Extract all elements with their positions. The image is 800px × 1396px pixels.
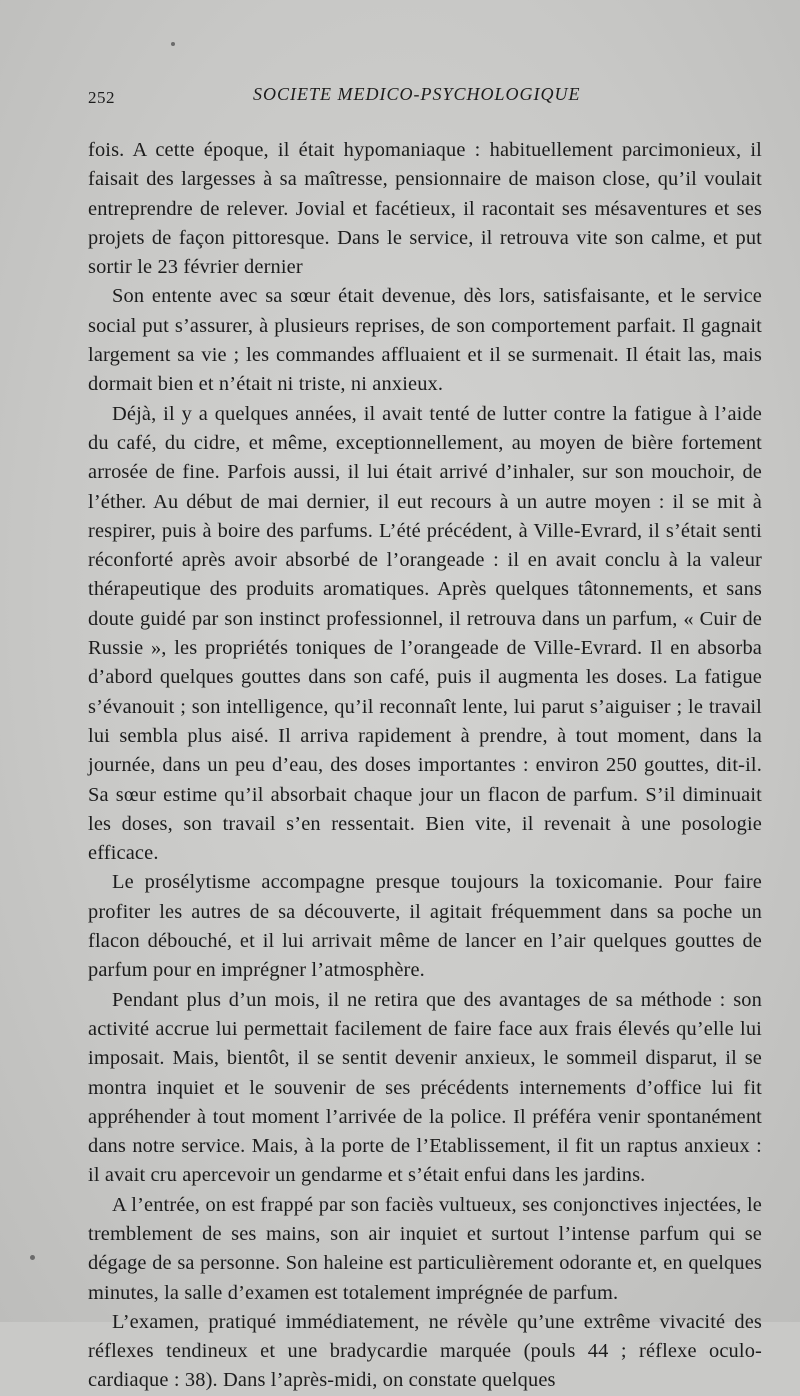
print-speck bbox=[30, 1255, 35, 1260]
paragraph: fois. A cette époque, il était hypomaniaque : habituellement parcimonieux, il faisait des largesses à sa maîtresse, pensionnaire de maison close, qu’il voulait entreprendre de relever. Jovial et facétieux, il racontait ses mésaventures et ses projets de façon pittoresque. Dans le service, il retrouva vite son calme, et put sortir le 23 février dernier bbox=[88, 139, 762, 279]
paragraph: Son entente avec sa sœur était devenue, dès lors, satisfaisante, et le service social put s’assurer, à plusieurs reprises, de son comportement parfait. Il gagnait largement sa vie ; les commandes affluaient et il se surmenait. Il était las, mais dormait bien et n’était ni triste, ni anxieux. bbox=[88, 285, 762, 396]
paragraph: Pendant plus d’un mois, il ne retira que des avantages de sa méthode : son activité accrue lui permettait facilement de faire face aux frais élevés qu’elle lui imposait. Mais, bientôt, il se sentit devenir anxieux, le sommeil disparut, il se montra inquiet et le souvenir de ses précédents internements d’office lui fit appréhender à tout moment l’arrivée de la police. Il préféra venir spontanément dans notre service. Mais, à la porte de l’Etablissement, il fit un raptus anxieux : il avait cru apercevoir un gendarme et s’était enfui dans les jardins. bbox=[88, 988, 762, 1187]
running-title: SOCIETE MEDICO-PSYCHOLOGIQUE bbox=[253, 84, 581, 104]
page-header bbox=[88, 84, 760, 114]
page-number: 252 bbox=[88, 88, 115, 107]
print-speck bbox=[171, 42, 175, 46]
paragraph: Le prosélytisme accompagne presque toujours la toxicomanie. Pour faire profiter les autres de sa découverte, il agitait fréquemment dans sa poche un flacon débouché, et il lui arrivait même de lancer en l’air quelques gouttes de parfum pour en imprégner l’atmosphère. bbox=[88, 871, 762, 982]
body-text bbox=[88, 136, 762, 1396]
paragraph: L’examen, pratiqué immédiatement, ne révèle qu’une extrême vivacité des réflexes tendineux et une bradycardie marquée (pouls 44 ; réflexe oculo-cardiaque : 38). Dans l’après-midi, on constate quelques bbox=[88, 1310, 762, 1392]
paragraph: A l’entrée, on est frappé par son faciès vultueux, ses conjonctives injectées, le tremblement de ses mains, son air inquiet et surtout l’intense parfum qui se dégage de sa personne. Son haleine est particulièrement odorante et, en quelques minutes, la salle d’examen est totalement imprégnée de parfum. bbox=[88, 1193, 762, 1304]
paragraph: Déjà, il y a quelques années, il avait tenté de lutter contre la fatigue à l’aide du café, du cidre, et même, exceptionnellement, au moyen de bière fortement arrosée de fine. Parfois aussi, il lui était arrivé d’inhaler, sur son mouchoir, de l’éther. Au début de mai dernier, il eut recours à un autre moyen : il se mit à respirer, puis à boire des parfums. L’été précédent, à Ville-Evrard, il s’était senti réconforté après avoir absorbé de l’orangeade : il en avait conclu à la valeur thérapeutique des produits aromatiques. Après quelques tâtonnements, et sans doute guidé par son instinct professionnel, il retrouva dans un parfum, « Cuir de Russie », les propriétés toniques de l’orangeade de Ville-Evrard. Il en absorba d’abord quelques gouttes dans son café, puis il augmenta les doses. La fatigue s’évanouit ; son intelligence, qu’il reconnaît lente, lui parut s’aiguiser ; le travail lui sembla plus aisé. Il arriva rapidement à prendre, à tout moment, dans la journée, dans un peu d’eau, des doses importantes : environ 250 gouttes, dit-il. Sa sœur estime qu’il absorbait chaque jour un flacon de parfum. S’il diminuait les doses, son travail s’en ressentait. Bien vite, il revenait à une posologie efficace. bbox=[88, 402, 762, 865]
